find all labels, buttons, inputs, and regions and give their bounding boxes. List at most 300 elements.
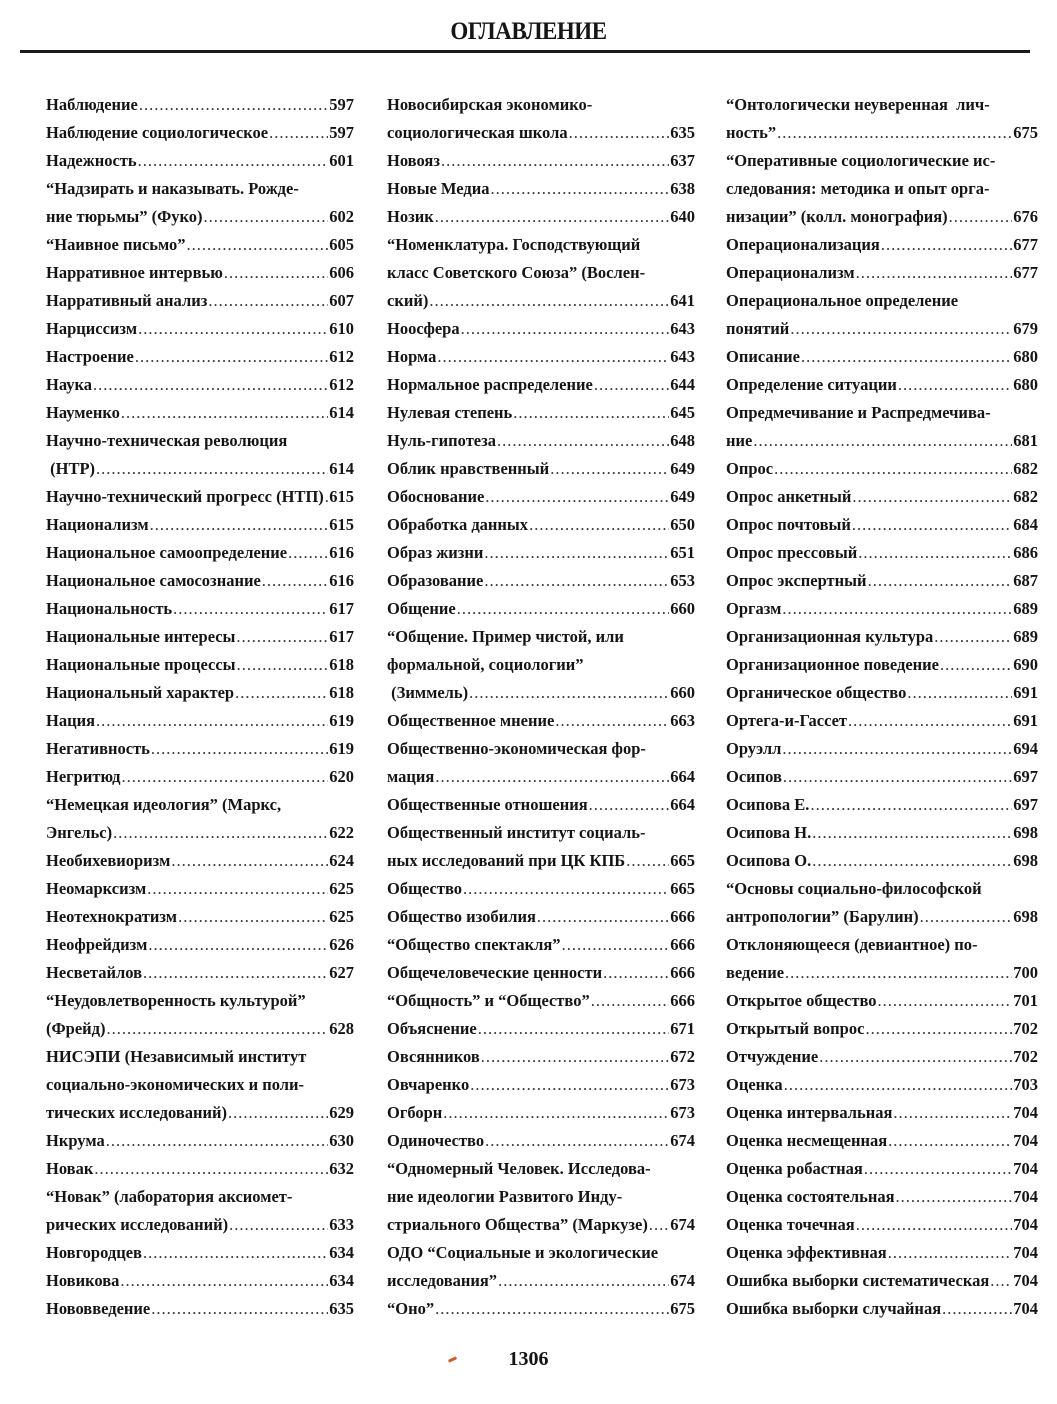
toc-entry[interactable] bbox=[387, 623, 695, 707]
toc-entry-title: Негативность bbox=[46, 739, 150, 758]
toc-entry-title: Научно-техническая революция bbox=[46, 431, 288, 450]
dot-leader bbox=[812, 847, 1012, 875]
toc-entry[interactable] bbox=[46, 1239, 354, 1267]
toc-entry-page: 687 bbox=[1013, 571, 1038, 590]
toc-entry[interactable] bbox=[387, 1099, 695, 1127]
toc-entry[interactable] bbox=[387, 399, 695, 427]
toc-entry[interactable] bbox=[46, 1043, 354, 1127]
toc-entry-line bbox=[726, 539, 1038, 567]
toc-entry-line bbox=[387, 371, 695, 399]
toc-entry-title: Открытое общество bbox=[726, 991, 877, 1010]
toc-entry-page: 624 bbox=[329, 851, 354, 870]
toc-entry[interactable] bbox=[726, 483, 1038, 511]
toc-entry-page: 644 bbox=[670, 375, 695, 394]
dot-leader bbox=[262, 567, 328, 595]
toc-entry[interactable] bbox=[726, 847, 1038, 875]
toc-entry-title: Ноосфера bbox=[387, 319, 460, 338]
dot-leader bbox=[865, 1015, 1012, 1043]
toc-entry-page: 665 bbox=[670, 851, 695, 870]
toc-entry-page: 612 bbox=[329, 347, 354, 366]
toc-entry-line bbox=[726, 651, 1038, 679]
toc-entry[interactable] bbox=[46, 399, 354, 427]
toc-entry[interactable] bbox=[726, 147, 1038, 231]
toc-entry-line bbox=[46, 1295, 354, 1323]
toc-entry-title: ных исследований при ЦК КПБ bbox=[387, 851, 626, 870]
toc-entry-line bbox=[726, 1267, 1038, 1295]
toc-entry[interactable] bbox=[726, 1239, 1038, 1267]
toc-entry[interactable] bbox=[726, 1071, 1038, 1099]
dot-leader bbox=[187, 231, 329, 259]
toc-entry[interactable] bbox=[46, 343, 354, 371]
toc-entry[interactable] bbox=[46, 1267, 354, 1295]
toc-entry-line bbox=[46, 651, 354, 679]
toc-entry[interactable] bbox=[46, 315, 354, 343]
dot-leader bbox=[868, 567, 1013, 595]
toc-entry[interactable] bbox=[726, 931, 1038, 987]
toc-entry-title: Общественное мнение bbox=[387, 711, 555, 730]
toc-entry-line bbox=[46, 1211, 354, 1239]
toc-entry-title: “Общность” и “Общество” bbox=[387, 991, 590, 1010]
page-title: ОГЛАВЛЕНИЕ bbox=[450, 18, 607, 45]
dot-leader bbox=[121, 399, 328, 427]
dot-leader bbox=[485, 1127, 669, 1155]
toc-entry-title: Опредмечивание и Распредмечива- bbox=[726, 403, 991, 422]
toc-entry[interactable] bbox=[387, 483, 695, 511]
dot-leader bbox=[819, 1043, 1012, 1071]
toc-entry-title: Оценка эффективная bbox=[726, 1243, 887, 1262]
toc-entry[interactable] bbox=[726, 623, 1038, 651]
toc-entry-line bbox=[726, 343, 1038, 371]
toc-entry-page: 666 bbox=[670, 963, 695, 982]
toc-entry-line bbox=[726, 203, 1038, 231]
toc-entry-page: 680 bbox=[1013, 375, 1038, 394]
toc-entry-line bbox=[387, 483, 695, 511]
toc-entry-page: 686 bbox=[1013, 543, 1038, 562]
toc-entry-page: 638 bbox=[670, 179, 695, 198]
toc-entry-line bbox=[726, 763, 1038, 791]
toc-entry-line bbox=[387, 623, 695, 651]
dot-leader bbox=[785, 959, 1012, 987]
toc-entry[interactable] bbox=[726, 819, 1038, 847]
toc-entry[interactable] bbox=[726, 567, 1038, 595]
dot-leader bbox=[812, 819, 1012, 847]
toc-entry[interactable] bbox=[46, 959, 354, 987]
toc-entry-line bbox=[387, 231, 695, 259]
toc-entry-title: Одиночество bbox=[387, 1131, 485, 1150]
toc-entry-page: 606 bbox=[329, 263, 354, 282]
toc-entry[interactable] bbox=[387, 455, 695, 483]
toc-entry[interactable] bbox=[46, 987, 354, 1043]
toc-entry[interactable] bbox=[46, 91, 354, 119]
toc-entry[interactable] bbox=[387, 707, 695, 735]
toc-entry-title: Опрос почтовый bbox=[726, 515, 851, 534]
toc-entry[interactable] bbox=[46, 707, 354, 735]
toc-entry-title: исследования” bbox=[387, 1271, 498, 1290]
toc-entry-page: 637 bbox=[670, 151, 695, 170]
toc-entry-page: 616 bbox=[329, 543, 354, 562]
toc-entry-page: 674 bbox=[670, 1271, 695, 1290]
toc-entry-title: “Немецкая идеология” (Маркс, bbox=[46, 795, 282, 814]
toc-entry[interactable] bbox=[387, 735, 695, 791]
toc-entry[interactable] bbox=[726, 735, 1038, 763]
toc-entry-page: 704 bbox=[1013, 1159, 1038, 1178]
toc-entry[interactable] bbox=[46, 791, 354, 847]
toc-entry-title: Осипова Е. bbox=[726, 795, 810, 814]
toc-entry[interactable] bbox=[46, 539, 354, 567]
toc-entry[interactable] bbox=[726, 1211, 1038, 1239]
toc-entry[interactable] bbox=[387, 791, 695, 819]
toc-entry-line bbox=[726, 455, 1038, 483]
toc-entry[interactable] bbox=[387, 959, 695, 987]
toc-entry-title: Новояз bbox=[387, 151, 440, 170]
toc-entry[interactable] bbox=[46, 1295, 354, 1323]
dot-leader bbox=[143, 1239, 328, 1267]
toc-entry-line bbox=[46, 259, 354, 287]
dot-leader bbox=[783, 763, 1012, 791]
toc-entry-line bbox=[726, 987, 1038, 1015]
toc-entry-line bbox=[726, 1155, 1038, 1183]
toc-entry[interactable] bbox=[387, 1295, 695, 1323]
dot-leader bbox=[229, 1211, 328, 1239]
toc-entry[interactable] bbox=[726, 1043, 1038, 1071]
toc-entry-page: 691 bbox=[1013, 711, 1038, 730]
toc-entry[interactable] bbox=[46, 847, 354, 875]
toc-entry-title: Операциональное определение bbox=[726, 291, 959, 310]
toc-entry-line bbox=[387, 203, 695, 231]
toc-entry[interactable] bbox=[387, 91, 695, 147]
dot-leader bbox=[896, 1183, 1013, 1211]
toc-entry[interactable] bbox=[726, 763, 1038, 791]
toc-entry-page: 680 bbox=[1013, 347, 1038, 366]
toc-entry[interactable] bbox=[387, 1127, 695, 1155]
toc-entry[interactable] bbox=[387, 539, 695, 567]
toc-entry[interactable] bbox=[46, 483, 354, 511]
toc-entry[interactable] bbox=[46, 595, 354, 623]
toc-entry-title: “Оперативные социологические ис- bbox=[726, 151, 996, 170]
toc-entry-line bbox=[387, 287, 695, 315]
dot-leader bbox=[852, 511, 1012, 539]
toc-entry-title: Национальные процессы bbox=[46, 655, 236, 674]
toc-entry[interactable] bbox=[726, 1099, 1038, 1127]
toc-entry-title: Образ жизни bbox=[387, 543, 484, 562]
toc-entry-title: Нуль-гипотеза bbox=[387, 431, 496, 450]
dot-leader bbox=[204, 203, 329, 231]
toc-entry-line bbox=[387, 1295, 695, 1323]
toc-entry[interactable] bbox=[726, 539, 1038, 567]
dot-leader bbox=[858, 539, 1012, 567]
toc-entry-line bbox=[46, 371, 354, 399]
toc-entry[interactable] bbox=[387, 1239, 695, 1295]
dot-leader bbox=[898, 371, 1012, 399]
toc-entry-page: 597 bbox=[329, 95, 354, 114]
toc-entry[interactable] bbox=[387, 931, 695, 959]
toc-entry-line bbox=[387, 399, 695, 427]
toc-entry-page: 625 bbox=[329, 879, 354, 898]
dot-leader bbox=[435, 1295, 669, 1323]
toc-entry[interactable] bbox=[726, 259, 1038, 287]
toc-entry-line bbox=[387, 1043, 695, 1071]
toc-entry-page: 635 bbox=[670, 123, 695, 142]
toc-entry-line bbox=[46, 315, 354, 343]
dot-leader bbox=[457, 595, 670, 623]
toc-entry-line bbox=[726, 1211, 1038, 1239]
toc-entry[interactable] bbox=[726, 455, 1038, 483]
dot-leader bbox=[151, 1295, 328, 1323]
toc-entry[interactable] bbox=[726, 343, 1038, 371]
toc-entry[interactable] bbox=[46, 651, 354, 679]
toc-entry-line bbox=[726, 1127, 1038, 1155]
toc-entry[interactable] bbox=[726, 399, 1038, 455]
toc-entry-line bbox=[726, 791, 1038, 819]
dot-leader bbox=[429, 287, 669, 315]
toc-entry[interactable] bbox=[387, 595, 695, 623]
toc-entry-title: Наблюдение bbox=[46, 95, 138, 114]
toc-entry[interactable] bbox=[46, 147, 354, 175]
dot-leader bbox=[224, 259, 328, 287]
dot-leader bbox=[441, 147, 669, 175]
toc-entry-title: Национализм bbox=[46, 515, 149, 534]
toc-entry[interactable] bbox=[46, 931, 354, 959]
toc-entry[interactable] bbox=[46, 763, 354, 791]
toc-entry-line bbox=[46, 595, 354, 623]
toc-entry-title: ность” bbox=[726, 123, 777, 142]
toc-entry-title: Опрос анкетный bbox=[726, 487, 852, 506]
toc-entry[interactable] bbox=[387, 147, 695, 175]
toc-entry[interactable] bbox=[46, 287, 354, 315]
dot-leader bbox=[856, 259, 1013, 287]
dot-leader bbox=[753, 427, 1012, 455]
toc-entry[interactable] bbox=[387, 427, 695, 455]
toc-entry[interactable] bbox=[46, 119, 354, 147]
toc-entry-page: 698 bbox=[1013, 851, 1038, 870]
toc-entry-line bbox=[387, 875, 695, 903]
toc-entry-line bbox=[726, 1099, 1038, 1127]
toc-entry-page: 610 bbox=[329, 319, 354, 338]
toc-entry-page: 628 bbox=[329, 1019, 354, 1038]
toc-entry-title: ОДО “Социальные и экологические bbox=[387, 1243, 659, 1262]
toc-entry[interactable] bbox=[726, 231, 1038, 259]
dot-leader bbox=[288, 539, 328, 567]
toc-entry-line bbox=[726, 1015, 1038, 1043]
toc-entry-title: Новые Медиа bbox=[387, 179, 490, 198]
toc-entry-title: Неофрейдизм bbox=[46, 935, 148, 954]
toc-entry[interactable] bbox=[726, 91, 1038, 147]
dot-leader bbox=[173, 595, 328, 623]
toc-entry[interactable] bbox=[726, 595, 1038, 623]
toc-entry-line bbox=[46, 1071, 354, 1099]
toc-entry[interactable] bbox=[387, 1071, 695, 1099]
dot-leader bbox=[139, 91, 328, 119]
toc-entry-page: 702 bbox=[1013, 1047, 1038, 1066]
toc-entry[interactable] bbox=[387, 511, 695, 539]
dot-leader bbox=[810, 791, 1012, 819]
toc-entry-line bbox=[726, 259, 1038, 287]
toc-entry-page: 664 bbox=[670, 795, 695, 814]
toc-entry-line bbox=[46, 1239, 354, 1267]
toc-entry[interactable] bbox=[387, 819, 695, 875]
toc-entry-line bbox=[726, 847, 1038, 875]
toc-entry[interactable] bbox=[726, 1155, 1038, 1183]
toc-entry[interactable] bbox=[387, 987, 695, 1015]
toc-entry-line bbox=[726, 119, 1038, 147]
toc-entry-page: 635 bbox=[329, 1299, 354, 1318]
toc-entry-title: Отклоняющееся (девиантное) по- bbox=[726, 935, 978, 954]
toc-entry[interactable] bbox=[46, 175, 354, 231]
dot-leader bbox=[121, 763, 328, 791]
dot-leader bbox=[893, 1099, 1012, 1127]
toc-entry[interactable] bbox=[387, 903, 695, 931]
toc-entry-page: 617 bbox=[329, 627, 354, 646]
toc-entry-page: 675 bbox=[670, 1299, 695, 1318]
toc-entry[interactable] bbox=[46, 735, 354, 763]
toc-entry[interactable] bbox=[46, 231, 354, 259]
toc-entry[interactable] bbox=[387, 875, 695, 903]
toc-entry-page: 701 bbox=[1013, 991, 1038, 1010]
toc-entry[interactable] bbox=[46, 1155, 354, 1183]
dot-leader bbox=[106, 1127, 329, 1155]
toc-entry-page: 618 bbox=[329, 683, 354, 702]
toc-entry[interactable] bbox=[46, 623, 354, 651]
dot-leader bbox=[484, 539, 669, 567]
toc-entry[interactable] bbox=[387, 343, 695, 371]
dot-leader bbox=[143, 959, 328, 987]
toc-entry-line bbox=[726, 1295, 1038, 1323]
toc-entry-title: Общество bbox=[387, 879, 463, 898]
dot-leader bbox=[463, 875, 669, 903]
toc-entry-line bbox=[726, 819, 1038, 847]
toc-entry-title: Оценка точечная bbox=[726, 1215, 855, 1234]
toc-entry-title: Оргазм bbox=[726, 599, 782, 618]
toc-entry-line bbox=[46, 623, 354, 651]
toc-entry[interactable] bbox=[46, 679, 354, 707]
toc-entry[interactable] bbox=[46, 427, 354, 483]
toc-entry[interactable] bbox=[387, 231, 695, 315]
toc-entry[interactable] bbox=[46, 1183, 354, 1239]
toc-entry-title: Нулевая степень bbox=[387, 403, 513, 422]
toc-entry[interactable] bbox=[726, 1015, 1038, 1043]
toc-entry-title: “Онтологически неуверенная лич- bbox=[726, 95, 990, 114]
toc-entry[interactable] bbox=[726, 371, 1038, 399]
toc-entry-title: Открытый вопрос bbox=[726, 1019, 865, 1038]
toc-entry-page: 627 bbox=[329, 963, 354, 982]
toc-entry-page: 675 bbox=[1013, 123, 1038, 142]
dot-leader bbox=[228, 1099, 328, 1127]
toc-entry[interactable] bbox=[46, 567, 354, 595]
toc-entry[interactable] bbox=[46, 1127, 354, 1155]
toc-entry-line bbox=[726, 931, 1038, 959]
toc-entry-line bbox=[46, 847, 354, 875]
toc-entry[interactable] bbox=[726, 511, 1038, 539]
toc-entry[interactable] bbox=[726, 1267, 1038, 1295]
toc-entry[interactable] bbox=[387, 1043, 695, 1071]
toc-entry-page: 619 bbox=[329, 739, 354, 758]
toc-entry-line bbox=[387, 679, 695, 707]
dot-leader bbox=[498, 1267, 669, 1295]
toc-entry[interactable] bbox=[46, 511, 354, 539]
toc-entry-title: “Оно” bbox=[387, 1299, 435, 1318]
dot-leader bbox=[138, 147, 329, 175]
toc-entry[interactable] bbox=[387, 1015, 695, 1043]
toc-entry-line bbox=[387, 455, 695, 483]
toc-entry-line bbox=[726, 287, 1038, 315]
dot-leader bbox=[469, 679, 669, 707]
toc-entry-title: Энгельс) bbox=[46, 823, 113, 842]
dot-leader bbox=[485, 483, 669, 511]
toc-entry-line bbox=[726, 567, 1038, 595]
toc-entry[interactable] bbox=[726, 1183, 1038, 1211]
toc-entry[interactable] bbox=[387, 371, 695, 399]
toc-entry-title: низации” (колл. монография) bbox=[726, 207, 948, 226]
toc-entry[interactable] bbox=[387, 175, 695, 203]
toc-entry[interactable] bbox=[726, 875, 1038, 931]
toc-entry-title: Общество изобилия bbox=[387, 907, 536, 926]
dot-leader bbox=[555, 707, 669, 735]
toc-entry-line bbox=[46, 735, 354, 763]
toc-entry[interactable] bbox=[726, 287, 1038, 343]
toc-entry-title: рических исследований) bbox=[46, 1215, 229, 1234]
toc-entry-line bbox=[387, 1099, 695, 1127]
toc-entry-title: ние идеологии Развитого Инду- bbox=[387, 1187, 623, 1206]
toc-entry-line bbox=[46, 511, 354, 539]
toc-entry-page: 690 bbox=[1013, 655, 1038, 674]
dot-leader bbox=[94, 1155, 328, 1183]
toc-entry[interactable] bbox=[46, 259, 354, 287]
toc-entry[interactable] bbox=[726, 651, 1038, 679]
toc-entry[interactable] bbox=[387, 567, 695, 595]
toc-entry-line bbox=[726, 1071, 1038, 1099]
toc-entry-title: Овсянников bbox=[387, 1047, 480, 1066]
dot-leader bbox=[888, 1127, 1012, 1155]
toc-entry[interactable] bbox=[387, 203, 695, 231]
toc-entry[interactable] bbox=[726, 987, 1038, 1015]
toc-entry-title: Нововведение bbox=[46, 1299, 151, 1318]
toc-entry-title: Национальное самосознание bbox=[46, 571, 261, 590]
dot-leader bbox=[437, 343, 669, 371]
toc-entry-page: 640 bbox=[670, 207, 695, 226]
toc-entry-line bbox=[726, 903, 1038, 931]
toc-entry[interactable] bbox=[726, 1295, 1038, 1323]
toc-entry[interactable] bbox=[46, 371, 354, 399]
toc-entry[interactable] bbox=[726, 707, 1038, 735]
dot-leader bbox=[864, 1155, 1012, 1183]
toc-entry[interactable] bbox=[46, 875, 354, 903]
toc-entry-page: 698 bbox=[1013, 907, 1038, 926]
toc-entry-line bbox=[387, 595, 695, 623]
toc-entry[interactable] bbox=[387, 315, 695, 343]
toc-entry[interactable] bbox=[46, 903, 354, 931]
toc-entry-title: “Надзирать и наказывать. Рожде- bbox=[46, 179, 299, 198]
dot-leader bbox=[178, 903, 328, 931]
toc-entry-title: Новак bbox=[46, 1159, 94, 1178]
toc-entry[interactable] bbox=[726, 679, 1038, 707]
dot-leader bbox=[801, 343, 1012, 371]
toc-entry-page: 629 bbox=[329, 1103, 354, 1122]
toc-entry-page: 612 bbox=[329, 375, 354, 394]
toc-column-1 bbox=[46, 91, 354, 1323]
dot-leader bbox=[569, 119, 670, 147]
toc-entry-title: Операционализация bbox=[726, 235, 880, 254]
toc-entry-title: Обработка данных bbox=[387, 515, 529, 534]
toc-entry[interactable] bbox=[726, 1127, 1038, 1155]
toc-entry-line bbox=[726, 595, 1038, 623]
dot-leader bbox=[603, 959, 669, 987]
dot-leader bbox=[443, 1099, 669, 1127]
dot-leader bbox=[790, 315, 1012, 343]
toc-entry[interactable] bbox=[726, 791, 1038, 819]
toc-entry-title: “Основы социально-философской bbox=[726, 879, 982, 898]
toc-entry-line bbox=[387, 175, 695, 203]
toc-entry[interactable] bbox=[387, 1155, 695, 1239]
